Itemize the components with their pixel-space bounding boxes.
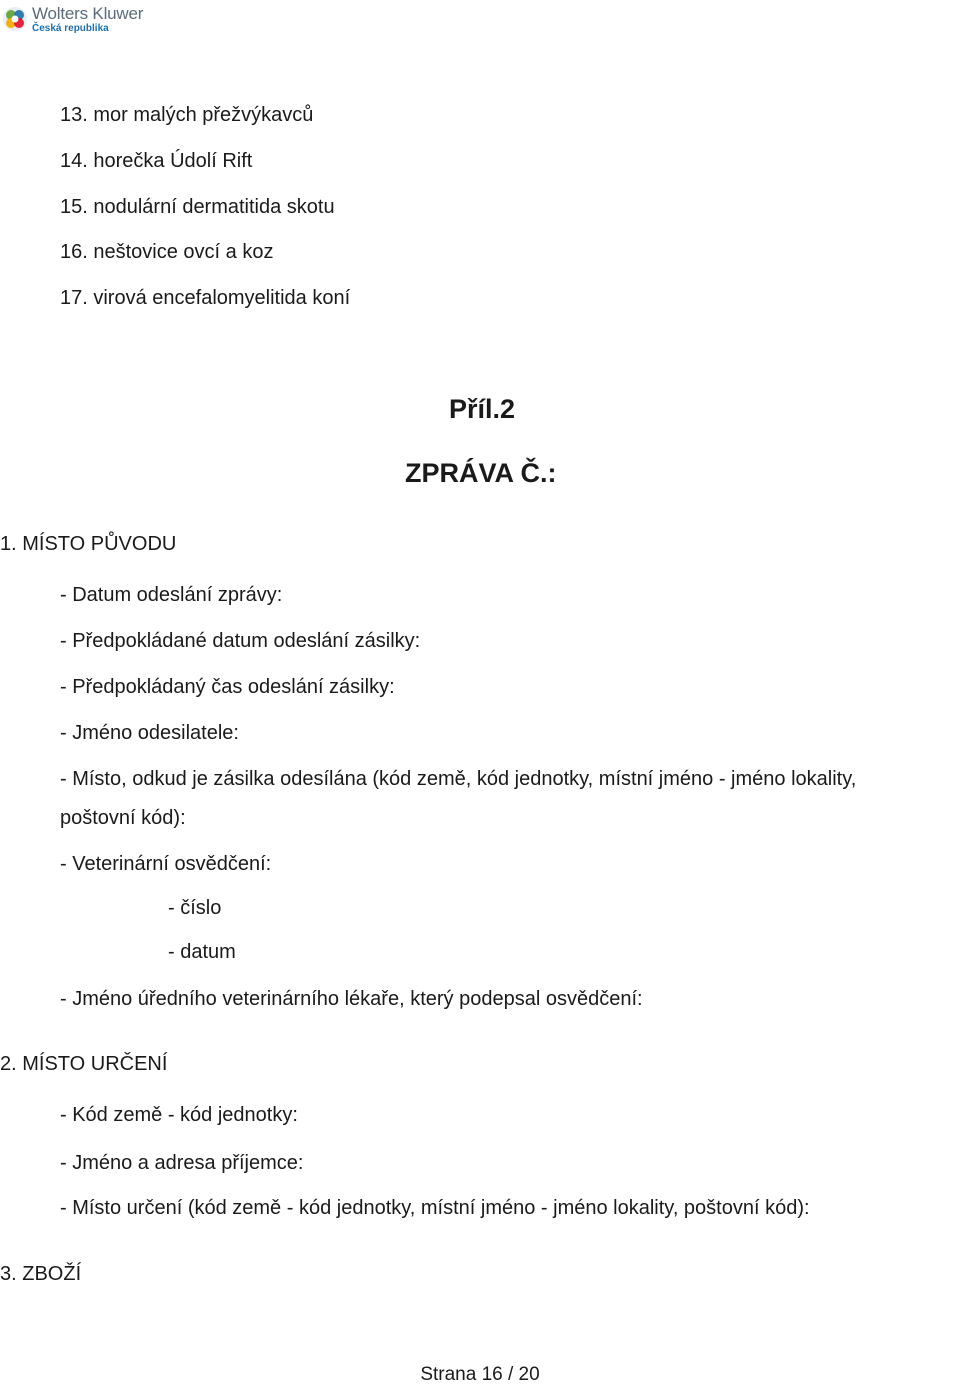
form-field-label: - Kód země - kód jednotky:	[60, 1104, 298, 1126]
section-title-goods: 3. ZBOŽÍ	[0, 1263, 82, 1285]
form-field-label: - Veterinární osvědčení:	[60, 853, 272, 875]
disease-item: 14. horečka Údolí Rift	[60, 150, 253, 172]
form-field-label: - Místo určení (kód země - kód jednotky, místní jméno - jméno lokality, poštovní kód):	[60, 1197, 810, 1219]
form-field-label: - Datum odeslání zprávy:	[60, 584, 283, 606]
form-field-label: - Předpokládané datum odeslání zásilky:	[60, 630, 421, 652]
section-title-origin: 1. MÍSTO PŮVODU	[0, 533, 177, 555]
form-field-label: - Jméno a adresa příjemce:	[60, 1152, 304, 1174]
disease-item: 13. mor malých přežvýkavců	[60, 104, 314, 126]
section-title-destination: 2. MÍSTO URČENÍ	[0, 1053, 168, 1075]
form-field-label: - Jméno úředního veterinárního lékaře, který podepsal osvědčení:	[60, 988, 643, 1010]
annex-label: Příl.2	[449, 394, 516, 424]
form-subfield-label: - číslo	[168, 897, 222, 919]
publisher-logo	[2, 2, 143, 36]
wolters-kluwer-logo-icon	[2, 6, 28, 32]
disease-item: 15. nodulární dermatitida skotu	[60, 196, 335, 218]
form-field-label: - Předpokládaný čas odeslání zásilky:	[60, 676, 395, 698]
publisher-country: Česká republika	[32, 22, 109, 34]
disease-item: 17. virová encefalomyelitida koní	[60, 287, 351, 309]
page-number: Strana 16 / 20	[420, 1364, 540, 1385]
disease-item: 16. neštovice ovcí a koz	[60, 241, 274, 263]
form-subfield-label: - datum	[168, 941, 236, 963]
form-field-label: - Místo, odkud je zásilka odesílána (kód země, kód jednotky, místní jméno - jméno lokality,	[60, 768, 857, 790]
form-field-label-continued: poštovní kód):	[60, 807, 186, 829]
form-field-label: - Jméno odesilatele:	[60, 722, 239, 744]
report-title: ZPRÁVA Č.:	[405, 458, 557, 488]
publisher-brand: Wolters Kluwer	[32, 3, 144, 23]
